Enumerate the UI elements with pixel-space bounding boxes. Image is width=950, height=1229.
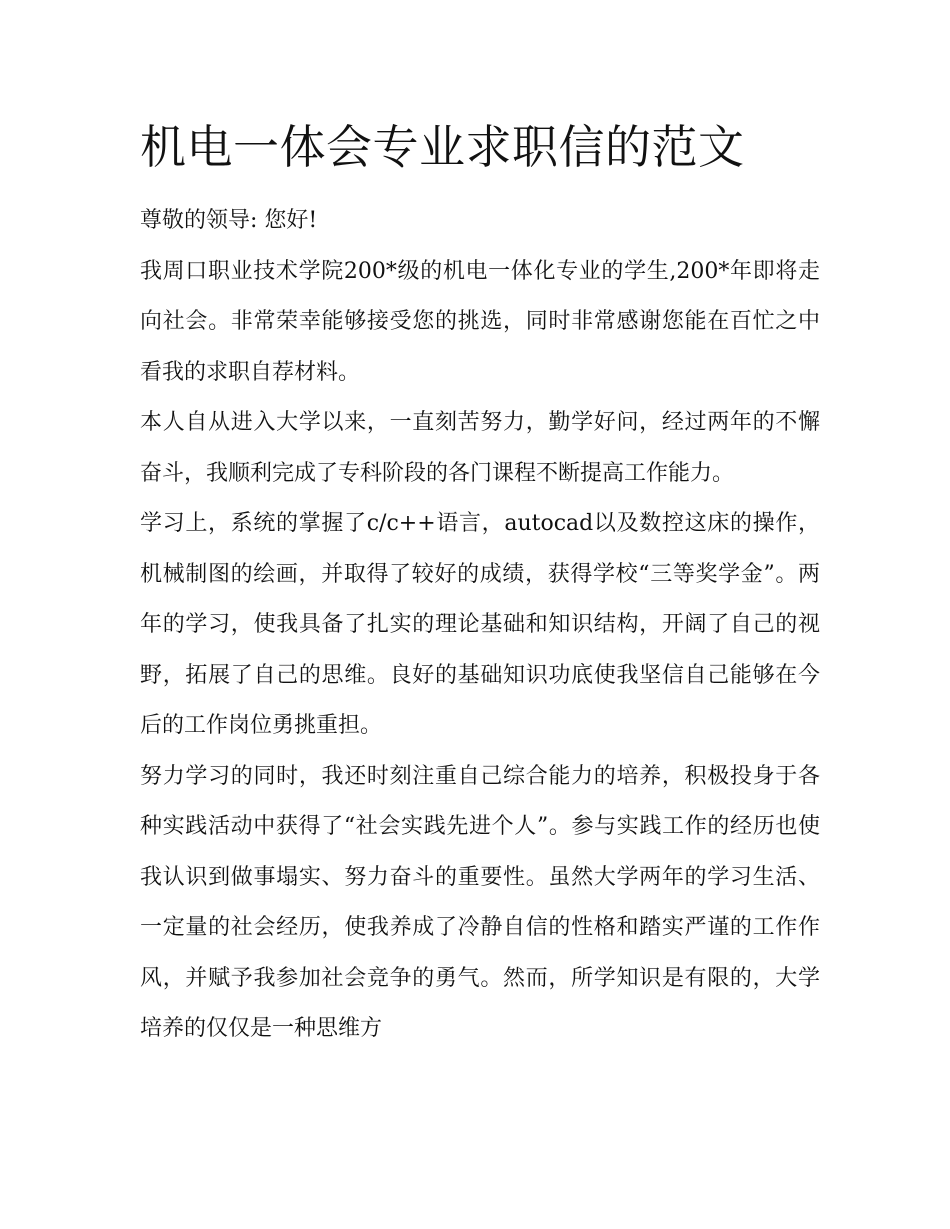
paragraph-learning: 学习上，系统的掌握了c/c++语言，autocad以及数控这床的操作，机械制图的绘画，并取得了较好的成绩，获得学校“三等奖学金”。两年的学习，使我具备了扎实的理论基础和知识结构，开阔了自己的视野，拓展了自己的思维。良好的基础知识功底使我坚信自己能够在今后的工作岗位勇挑重担。 [140, 511, 820, 738]
salutation: 尊敬的领导: 您好! [140, 208, 318, 233]
document-title: 机电一体会专业求职信的范文 [140, 120, 745, 174]
paragraph-intro: 我周口职业技术学院200*级的机电一体化专业的学生,200*年即将走向社会。非常荣幸能够接受您的挑选，同时非常感谢您能在百忙之中看我的求职自荐材料。 [140, 258, 820, 385]
document-body [140, 112, 820, 1055]
paragraph-study-effort: 本人自从进入大学以来，一直刻苦努力，勤学好问，经过两年的不懈奋斗，我顺利完成了专科阶段的各门课程不断提高工作能力。 [140, 410, 820, 486]
paragraph-practice: 努力学习的同时，我还时刻注重自己综合能力的培养，积极投身于各种实践活动中获得了“社会实践先进个人”。参与实践工作的经历也使我认识到做事塌实、努力奋斗的重要性。虽然大学两年的学习生活、一定量的社会经历，使我养成了冷静自信的性格和踏实严谨的工作作风，并赋予我参加社会竞争的勇气。然而，所学知识是有限的，大学培养的仅仅是一种思维方 [140, 763, 820, 1041]
